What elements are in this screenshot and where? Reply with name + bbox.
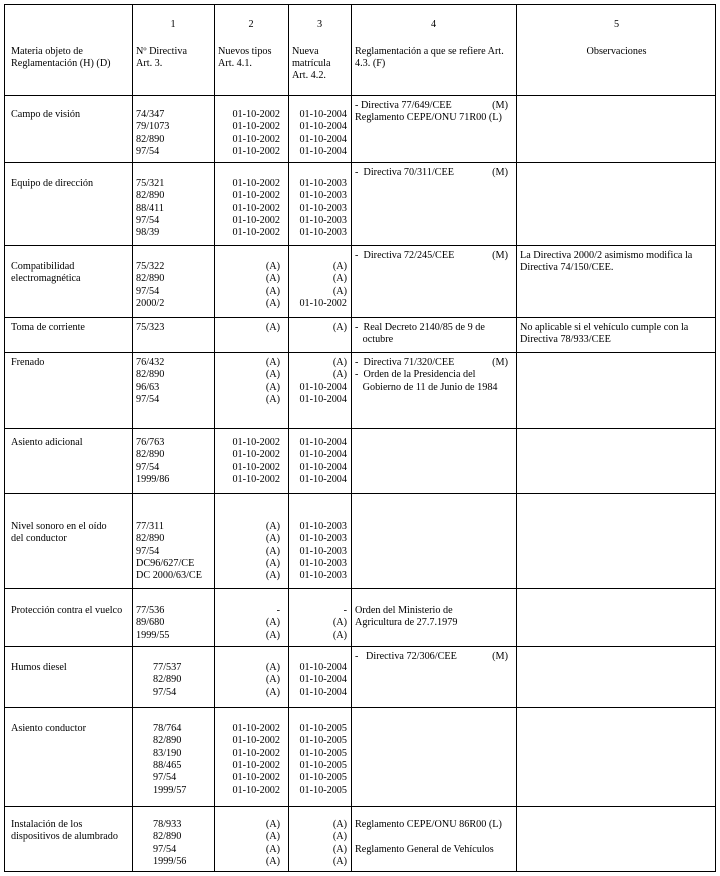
row-materia: dispositivos de alumbrado (11, 831, 118, 843)
row-nuevos-tipos: 01-10-2002 (232, 449, 280, 461)
row-nuevos-tipos: 01-10-2002 (232, 178, 280, 189)
row-nuevos-tipos: (A) (265, 843, 280, 855)
row-reglamentacion-code: (M) (492, 167, 508, 178)
row-reglamentacion-code: (M) (492, 100, 508, 111)
row-nuevos-tipos: 01-10-2002 (232, 461, 280, 473)
row-matricula: 01-10-2005 (299, 772, 347, 784)
row-reglamentacion: - Directiva 71/320/CEE (355, 357, 455, 368)
row-matricula: (A) (332, 285, 347, 297)
row-divider (5, 352, 715, 353)
row-nuevos-tipos: 01-10-2002 (232, 121, 280, 133)
row-nuevos-tipos: 01-10-2002 (232, 473, 280, 485)
row-directiva: DC96/627/CE (136, 557, 195, 569)
row-nuevos-tipos: (A) (265, 855, 280, 867)
row-directiva: 98/39 (136, 227, 160, 239)
row-directiva: 75/323 (136, 322, 165, 333)
header-materia: Materia objeto de (11, 46, 83, 57)
header-nuevos-tipos: Nuevos tipos (218, 46, 272, 57)
row-nuevos-tipos: (A) (265, 662, 280, 673)
row-reglamentacion: Reglamento General de Vehículos (355, 843, 494, 855)
row-matricula: 01-10-2004 (299, 473, 347, 485)
column-number: 1 (170, 19, 176, 30)
row-reglamentacion-code: (M) (492, 651, 508, 662)
row-reglamentacion-code: (M) (492, 250, 508, 261)
row-directiva: 76/763 (136, 437, 165, 448)
row-directiva: 82/890 (136, 449, 165, 461)
row-matricula: (A) (332, 831, 347, 843)
row-matricula: 01-10-2003 (299, 178, 347, 189)
row-matricula: 01-10-2004 (299, 145, 347, 157)
row-matricula: 01-10-2005 (299, 784, 347, 796)
row-materia: Asiento conductor (11, 723, 86, 734)
column-number: 3 (316, 19, 323, 30)
row-materia: Frenado (11, 357, 45, 368)
row-nuevos-tipos: 01-10-2002 (232, 759, 280, 771)
row-nuevos-tipos: (A) (265, 273, 280, 285)
row-divider (5, 806, 715, 807)
row-directiva: 82/890 (136, 133, 165, 145)
row-directiva: 75/322 (136, 261, 165, 272)
row-directiva: 97/54 (136, 214, 160, 226)
row-nuevos-tipos: (A) (265, 261, 280, 272)
row-nuevos-tipos: (A) (265, 629, 280, 641)
row-materia: Protección contra el vuelco (11, 605, 123, 616)
row-matricula: (A) (332, 369, 347, 381)
row-matricula: (A) (332, 322, 347, 333)
row-nuevos-tipos: (A) (265, 570, 280, 582)
row-matricula: 01-10-2003 (299, 214, 347, 226)
row-matricula: 01-10-2004 (299, 686, 347, 698)
row-nuevos-tipos: 01-10-2002 (232, 214, 280, 226)
row-nuevos-tipos: (A) (265, 393, 280, 405)
header-matricula: Art. 4.2. (292, 70, 326, 81)
row-directiva: 1999/57 (153, 784, 187, 796)
column-number: 2 (248, 19, 254, 30)
row-reglamentacion: Reglamento CEPE/ONU 86R00 (L) (355, 819, 502, 830)
row-matricula: (A) (332, 629, 347, 641)
row-directiva: 77/311 (136, 521, 164, 532)
row-nuevos-tipos: 01-10-2002 (232, 784, 280, 796)
row-nuevos-tipos: (A) (265, 533, 280, 545)
row-materia: Nivel sonoro en el oído (11, 521, 107, 532)
row-observaciones: No aplicable si el vehículo cumple con la (520, 322, 689, 333)
row-nuevos-tipos: (A) (265, 686, 280, 698)
row-matricula: 01-10-2003 (299, 557, 347, 569)
row-directiva: 88/411 (136, 202, 164, 214)
row-nuevos-tipos: 01-10-2002 (232, 723, 280, 734)
row-matricula: 01-10-2003 (299, 545, 347, 557)
header-directiva: Nº Directiva (136, 46, 187, 57)
regulation-table (4, 4, 716, 872)
row-divider (5, 493, 715, 494)
row-matricula: 01-10-2004 (299, 121, 347, 133)
row-directiva: 1999/56 (153, 855, 187, 867)
row-materia: Compatibilidad (11, 261, 75, 272)
row-directiva: 96/63 (136, 381, 160, 393)
row-directiva: 82/890 (153, 831, 182, 843)
row-nuevos-tipos: (A) (265, 819, 280, 830)
header-materia: Reglamentación (H) (D) (11, 58, 111, 69)
row-materia: Equipo de dirección (11, 178, 94, 189)
row-matricula: 01-10-2004 (299, 133, 347, 145)
row-matricula: (A) (332, 819, 347, 830)
row-matricula: 01-10-2005 (299, 723, 347, 734)
row-directiva: 83/190 (153, 747, 182, 759)
row-nuevos-tipos: (A) (265, 369, 280, 381)
row-nuevos-tipos: (A) (265, 557, 280, 569)
row-observaciones: La Directiva 2000/2 asimismo modifica la (520, 250, 693, 261)
row-divider (5, 317, 715, 318)
row-directiva: 82/890 (136, 533, 165, 545)
row-nuevos-tipos: (A) (265, 297, 280, 309)
row-directiva: 82/890 (136, 190, 165, 202)
row-materia: Toma de corriente (11, 322, 85, 333)
column-number: 4 (430, 19, 437, 30)
row-directiva: 74/347 (136, 109, 165, 120)
row-matricula: 01-10-2003 (299, 570, 347, 582)
row-reglamentacion: - Orden de la Presidencia del (355, 369, 476, 381)
row-nuevos-tipos: (A) (265, 285, 280, 297)
row-directiva: 77/537 (153, 662, 182, 673)
row-directiva: 97/54 (153, 843, 177, 855)
row-reglamentacion: - Directiva 72/306/CEE (355, 651, 457, 662)
row-directiva: 79/1073 (136, 121, 170, 133)
row-matricula: 01-10-2005 (299, 747, 347, 759)
row-nuevos-tipos: 01-10-2002 (232, 190, 280, 202)
header-matricula: Nueva (292, 46, 319, 57)
row-directiva: 82/890 (136, 369, 165, 381)
column-divider (132, 5, 133, 871)
row-observaciones: Directiva 78/933/CEE (520, 334, 611, 346)
row-matricula: (A) (332, 273, 347, 285)
row-nuevos-tipos: (A) (265, 357, 280, 368)
row-directiva: 97/54 (136, 393, 160, 405)
row-reglamentacion: octubre (355, 334, 394, 346)
row-matricula: (A) (332, 357, 347, 368)
row-reglamentacion: - Directiva 70/311/CEE (355, 167, 454, 178)
row-nuevos-tipos: 01-10-2002 (232, 202, 280, 214)
row-matricula: (A) (332, 261, 347, 272)
row-reglamentacion: - Real Decreto 2140/85 de 9 de (355, 322, 485, 333)
row-materia: del conductor (11, 533, 67, 545)
row-nuevos-tipos: 01-10-2002 (232, 735, 280, 747)
row-matricula: 01-10-2004 (299, 674, 347, 686)
row-nuevos-tipos: 01-10-2002 (232, 747, 280, 759)
header-reglamentacion: 4.3. (F) (355, 58, 386, 69)
row-reglamentacion: Orden del Ministerio de (355, 605, 453, 616)
row-directiva: 78/764 (153, 723, 182, 734)
row-directiva: 76/432 (136, 357, 165, 368)
header-nuevos-tipos: Art. 4.1. (218, 58, 252, 69)
row-matricula: (A) (332, 855, 347, 867)
row-nuevos-tipos: - (276, 605, 280, 616)
row-materia: Humos diesel (11, 662, 67, 673)
row-nuevos-tipos: 01-10-2002 (232, 109, 280, 120)
row-directiva: DC 2000/63/CE (136, 570, 202, 582)
column-divider (516, 5, 517, 871)
row-reglamentacion: - Directiva 72/245/CEE (355, 250, 455, 261)
row-nuevos-tipos: 01-10-2002 (232, 133, 280, 145)
row-divider (5, 245, 715, 246)
row-matricula: 01-10-2004 (299, 109, 347, 120)
column-divider (351, 5, 352, 871)
row-matricula: 01-10-2003 (299, 202, 347, 214)
row-nuevos-tipos: 01-10-2002 (232, 227, 280, 239)
row-matricula: 01-10-2004 (299, 461, 347, 473)
row-matricula: (A) (332, 843, 347, 855)
row-nuevos-tipos: 01-10-2002 (232, 145, 280, 157)
row-matricula: 01-10-2003 (299, 521, 347, 532)
row-directiva: 82/890 (153, 674, 182, 686)
header-directiva: Art. 3. (136, 58, 163, 69)
row-reglamentacion: Reglamento CEPE/ONU 71R00 (L) (355, 112, 502, 124)
row-divider (5, 646, 715, 647)
row-matricula: 01-10-2004 (299, 449, 347, 461)
row-matricula: 01-10-2005 (299, 735, 347, 747)
row-directiva: 97/54 (136, 461, 160, 473)
row-divider (5, 162, 715, 163)
row-materia: Campo de visión (11, 109, 81, 120)
row-reglamentacion: - Directiva 77/649/CEE (355, 100, 452, 111)
column-number: 5 (613, 19, 620, 30)
row-nuevos-tipos: (A) (265, 831, 280, 843)
row-directiva: 88/465 (153, 759, 182, 771)
row-matricula: 01-10-2004 (299, 437, 347, 448)
row-reglamentacion: Agricultura de 27.7.1979 (355, 617, 458, 629)
row-nuevos-tipos: (A) (265, 521, 280, 532)
row-directiva: 89/680 (136, 617, 165, 629)
row-reglamentacion-code: (M) (492, 357, 508, 368)
header-reglamentacion: Reglamentación a que se refiere Art. (355, 46, 504, 57)
row-materia: Asiento adicional (11, 437, 83, 448)
row-divider (5, 428, 715, 429)
row-directiva: 1999/55 (136, 629, 170, 641)
row-matricula: (A) (332, 617, 347, 629)
row-matricula: 01-10-2003 (299, 227, 347, 239)
row-directiva: 75/321 (136, 178, 165, 189)
row-materia: electromagnética (11, 273, 81, 285)
row-matricula: - (343, 605, 347, 616)
row-directiva: 97/54 (136, 285, 160, 297)
header-observaciones: Observaciones (586, 46, 647, 57)
column-divider (214, 5, 215, 871)
row-reglamentacion: Gobierno de 11 de Junio de 1984 (355, 381, 498, 393)
row-materia: Instalación de los (11, 819, 83, 830)
row-observaciones: Directiva 74/150/CEE. (520, 262, 614, 274)
row-nuevos-tipos: (A) (265, 322, 280, 333)
row-directiva: 1999/86 (136, 473, 170, 485)
row-directiva: 2000/2 (136, 297, 165, 309)
row-directiva: 97/54 (153, 772, 177, 784)
column-divider (288, 5, 289, 871)
row-nuevos-tipos: 01-10-2002 (232, 772, 280, 784)
row-nuevos-tipos: (A) (265, 617, 280, 629)
row-directiva: 78/933 (153, 819, 182, 830)
row-matricula: 01-10-2003 (299, 533, 347, 545)
row-nuevos-tipos: (A) (265, 381, 280, 393)
row-directiva: 82/890 (153, 735, 182, 747)
row-nuevos-tipos: (A) (265, 674, 280, 686)
row-divider (5, 707, 715, 708)
row-matricula: 01-10-2003 (299, 190, 347, 202)
header-matricula: matrícula (292, 58, 331, 69)
row-matricula: 01-10-2004 (299, 662, 347, 673)
row-directiva: 97/54 (136, 145, 160, 157)
row-directiva: 77/536 (136, 605, 165, 616)
row-directiva: 82/890 (136, 273, 165, 285)
row-matricula: 01-10-2005 (299, 759, 347, 771)
row-directiva: 97/54 (136, 545, 160, 557)
row-divider (5, 588, 715, 589)
row-directiva: 97/54 (153, 686, 177, 698)
row-matricula: 01-10-2004 (299, 381, 347, 393)
row-matricula: 01-10-2004 (299, 393, 347, 405)
row-nuevos-tipos: (A) (265, 545, 280, 557)
row-nuevos-tipos: 01-10-2002 (232, 437, 280, 448)
row-matricula: 01-10-2002 (299, 297, 347, 309)
row-divider (5, 95, 715, 96)
